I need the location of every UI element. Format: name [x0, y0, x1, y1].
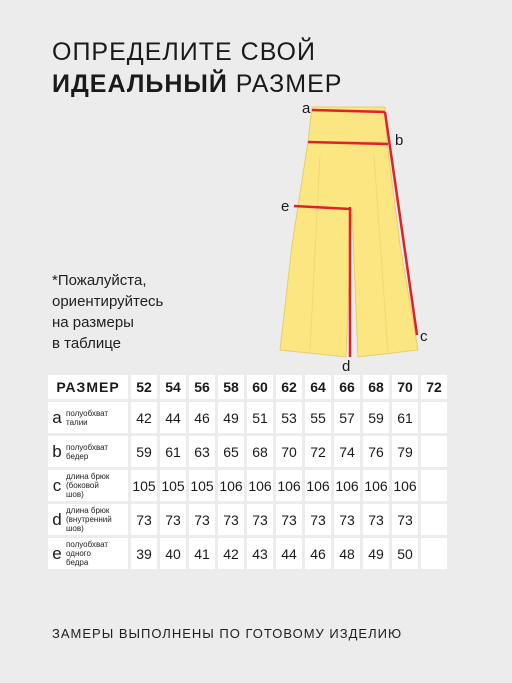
table-cell — [421, 402, 447, 433]
table-cell: 59 — [363, 402, 389, 433]
title-rest-word: РАЗМЕР — [235, 70, 343, 98]
size-header-cell: 72 — [421, 375, 447, 399]
row-desc-line: бедра — [66, 558, 89, 567]
table-cell: 53 — [276, 402, 302, 433]
note-line-3: на размеры — [52, 314, 134, 331]
table-cell: 55 — [305, 402, 331, 433]
size-header-cell: 64 — [305, 375, 331, 399]
pants-svg — [270, 95, 450, 375]
table-cell: 73 — [334, 504, 360, 535]
row-description — [64, 540, 108, 567]
size-header-cell: 62 — [276, 375, 302, 399]
row-desc-line: бедер — [66, 451, 89, 461]
table-cell: 68 — [247, 436, 273, 467]
table-cell: 46 — [305, 538, 331, 569]
table-cell: 73 — [363, 504, 389, 535]
row-desc-line: талии — [66, 417, 88, 427]
row-letter: d — [52, 509, 62, 529]
row-letter: a — [52, 407, 62, 427]
title-bold-word: ИДЕАЛЬНЫЙ — [52, 70, 228, 98]
table-cell: 63 — [189, 436, 215, 467]
table-cell: 44 — [160, 402, 186, 433]
row-description — [64, 472, 109, 499]
size-header-cell: 52 — [131, 375, 157, 399]
table-cell: 70 — [276, 436, 302, 467]
title-line-1: ОПРЕДЕЛИТЕ СВОЙ — [52, 38, 316, 66]
table-cell: 59 — [131, 436, 157, 467]
table-cell — [421, 538, 447, 569]
row-desc-line: полуобхват — [66, 442, 109, 452]
table-cell: 105 — [189, 470, 215, 501]
table-cell: 61 — [392, 402, 418, 433]
row-letter: b — [52, 441, 62, 461]
table-cell: 79 — [392, 436, 418, 467]
row-desc-line: полуобхват — [66, 408, 109, 418]
table-cell: 61 — [160, 436, 186, 467]
table-cell: 50 — [392, 538, 418, 569]
row-letter: e — [52, 543, 62, 563]
table-cell: 106 — [334, 470, 360, 501]
label-a: a — [302, 100, 311, 117]
table-cell: 49 — [363, 538, 389, 569]
size-header-row — [48, 375, 447, 399]
size-table — [45, 372, 450, 572]
row-desc-line: шов) — [66, 490, 84, 499]
row-label — [48, 402, 128, 433]
table-cell: 39 — [131, 538, 157, 569]
pants-illustration — [270, 95, 450, 375]
table-row — [48, 470, 447, 501]
row-desc-line: (внутренний — [66, 515, 112, 524]
row-desc-line: длина брюк — [66, 506, 110, 515]
footer-note: ЗАМЕРЫ ВЫПОЛНЕНЫ ПО ГОТОВОМУ ИЗДЕЛИЮ — [52, 626, 403, 641]
row-desc-line: шов) — [66, 524, 84, 533]
row-label — [48, 538, 128, 569]
row-desc-line: (боковой — [66, 481, 99, 490]
table-cell: 106 — [305, 470, 331, 501]
table-row — [48, 402, 447, 433]
size-header-cell: 60 — [247, 375, 273, 399]
size-header-cell: 66 — [334, 375, 360, 399]
table-cell: 76 — [363, 436, 389, 467]
table-cell: 106 — [218, 470, 244, 501]
table-cell: 40 — [160, 538, 186, 569]
size-header-cell: 70 — [392, 375, 418, 399]
table-cell: 72 — [305, 436, 331, 467]
note-line-1: *Пожалуйста, — [52, 272, 147, 289]
table-cell: 74 — [334, 436, 360, 467]
table-cell: 57 — [334, 402, 360, 433]
size-header-cell: 56 — [189, 375, 215, 399]
row-label — [48, 504, 128, 535]
note-line-2: ориентируйтесь — [52, 293, 164, 310]
label-b: b — [395, 132, 404, 149]
label-e: e — [281, 198, 290, 215]
table-cell: 73 — [392, 504, 418, 535]
table-cell: 73 — [131, 504, 157, 535]
row-description — [64, 409, 108, 427]
table-row — [48, 504, 447, 535]
table-cell: 48 — [334, 538, 360, 569]
table-cell: 73 — [189, 504, 215, 535]
table-cell: 46 — [189, 402, 215, 433]
size-header-label: РАЗМЕР — [48, 375, 128, 399]
table-cell: 106 — [247, 470, 273, 501]
row-label — [48, 470, 128, 501]
table-cell: 65 — [218, 436, 244, 467]
table-cell — [421, 504, 447, 535]
size-header-cell: 58 — [218, 375, 244, 399]
size-note — [52, 270, 232, 354]
table-cell: 106 — [276, 470, 302, 501]
row-letter: c — [52, 475, 62, 495]
table-cell: 73 — [305, 504, 331, 535]
label-c: c — [420, 328, 428, 345]
row-description — [64, 506, 112, 533]
table-cell: 49 — [218, 402, 244, 433]
table-cell: 42 — [218, 538, 244, 569]
table-cell: 42 — [131, 402, 157, 433]
table-cell: 44 — [276, 538, 302, 569]
table-cell: 106 — [363, 470, 389, 501]
row-description — [64, 443, 108, 461]
table-row — [48, 538, 447, 569]
page-title — [52, 36, 342, 100]
table-cell: 41 — [189, 538, 215, 569]
table-cell: 73 — [247, 504, 273, 535]
row-desc-line: полуобхват — [66, 540, 109, 549]
row-desc-line: длина брюк — [66, 472, 110, 481]
note-line-4: в таблице — [52, 335, 121, 352]
table-cell: 43 — [247, 538, 273, 569]
table-cell: 105 — [160, 470, 186, 501]
table-cell: 73 — [276, 504, 302, 535]
row-desc-line: одного — [66, 549, 91, 558]
table-cell — [421, 436, 447, 467]
size-header-cell: 68 — [363, 375, 389, 399]
table-cell: 105 — [131, 470, 157, 501]
label-d: d — [342, 358, 351, 375]
size-header-cell: 54 — [160, 375, 186, 399]
table-cell: 51 — [247, 402, 273, 433]
table-cell: 73 — [160, 504, 186, 535]
table-cell: 106 — [392, 470, 418, 501]
table-row — [48, 436, 447, 467]
table-cell: 73 — [218, 504, 244, 535]
table-cell — [421, 470, 447, 501]
row-label — [48, 436, 128, 467]
